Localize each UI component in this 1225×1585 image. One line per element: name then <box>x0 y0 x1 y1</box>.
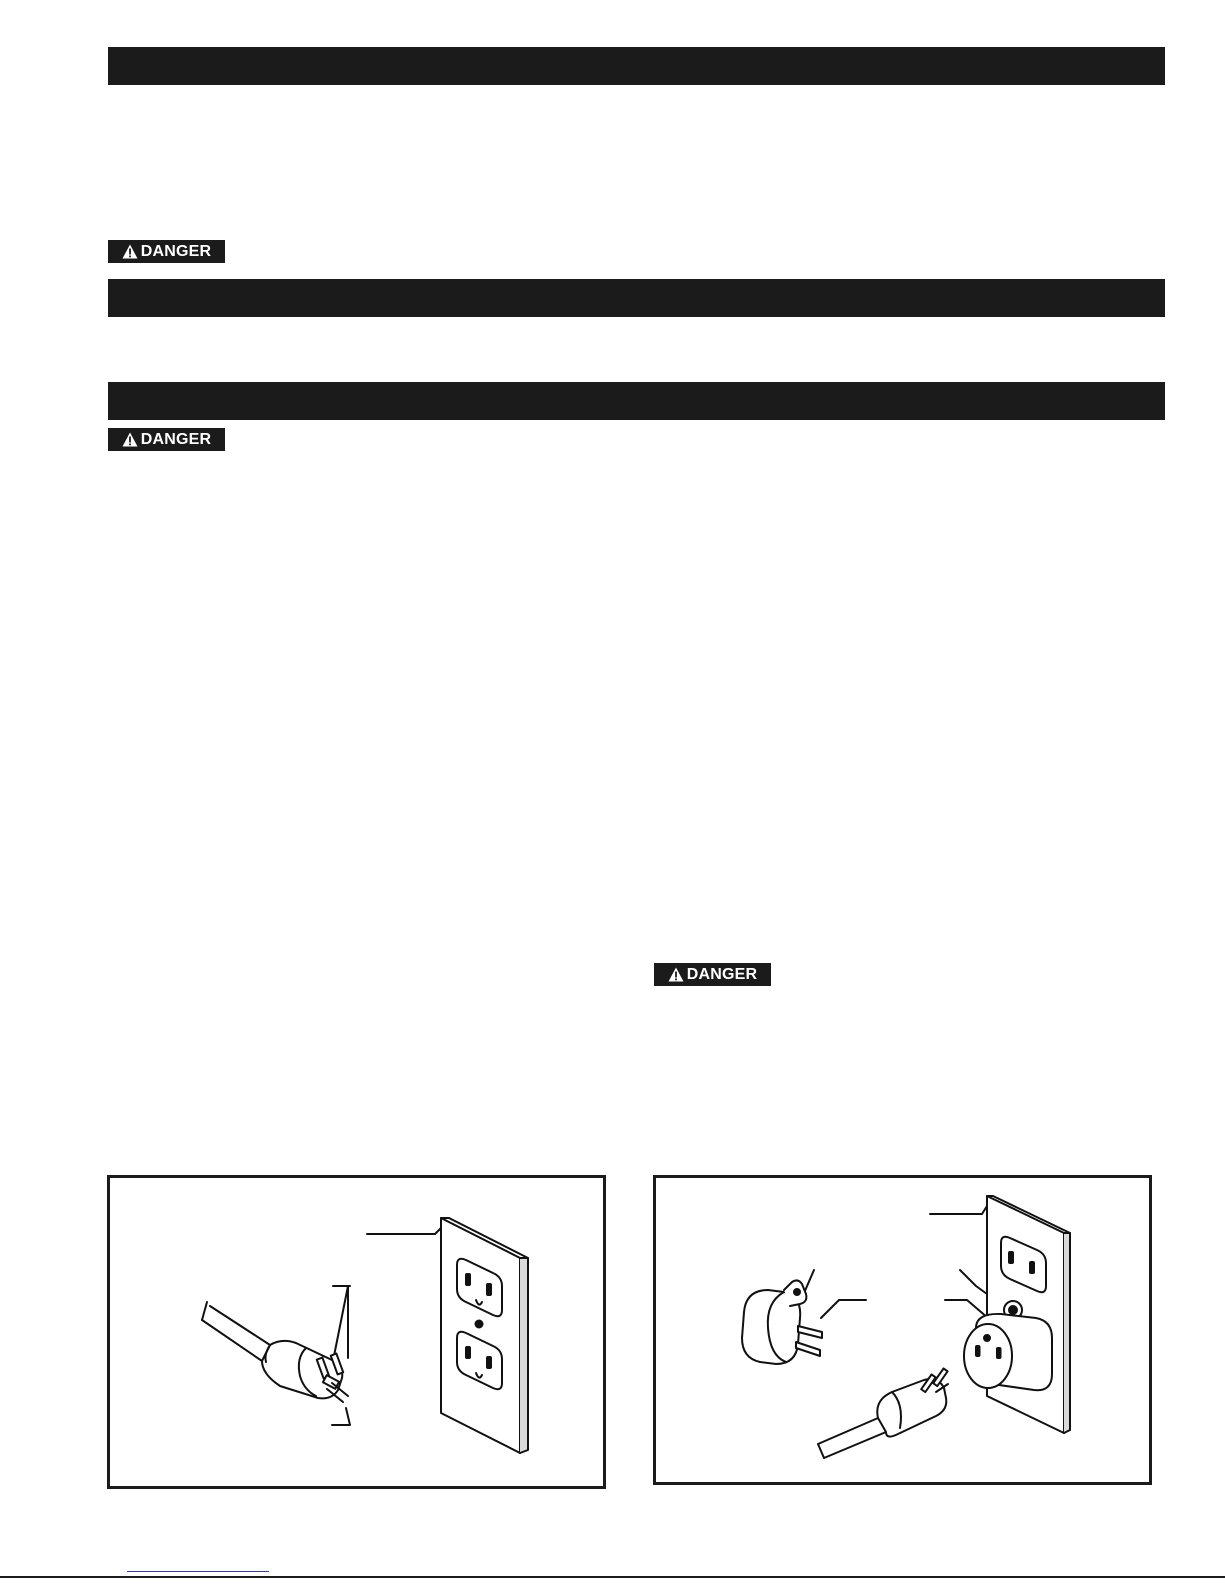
warning-triangle-icon <box>122 244 138 259</box>
figure-grounded-plug <box>107 1175 606 1489</box>
page-bottom-rule <box>0 1576 1225 1578</box>
leader-line-outlet <box>930 1206 987 1214</box>
grounded-plug-icon <box>202 1302 348 1402</box>
section-header-bar-2 <box>108 279 1165 317</box>
danger-label-text: DANGER <box>140 430 212 448</box>
warning-triangle-icon <box>122 432 138 447</box>
grounded-plug-icon <box>818 1368 948 1458</box>
grounded-plug-illustration <box>110 1178 603 1486</box>
grounding-adapter-illustration <box>656 1178 1149 1482</box>
leader-line-ground-pin <box>332 1408 350 1425</box>
danger-label-2 <box>108 428 225 451</box>
leader-line-outlet <box>367 1226 443 1234</box>
danger-label-3 <box>654 963 771 986</box>
warning-triangle-icon <box>668 967 684 982</box>
section-header-bar-1 <box>108 47 1165 85</box>
section-header-bar-3 <box>108 382 1165 420</box>
danger-label-text: DANGER <box>686 965 758 983</box>
footer-link[interactable] <box>127 1571 269 1572</box>
grounding-adapter-icon <box>742 1280 822 1364</box>
leader-line-adapter-prongs <box>821 1300 866 1318</box>
grounded-outlet-icon <box>441 1218 528 1453</box>
danger-label-1 <box>108 240 225 263</box>
figure-grounding-adapter <box>653 1175 1152 1485</box>
danger-label-text: DANGER <box>140 242 212 260</box>
leader-line-adapter-outlet <box>945 1300 988 1318</box>
